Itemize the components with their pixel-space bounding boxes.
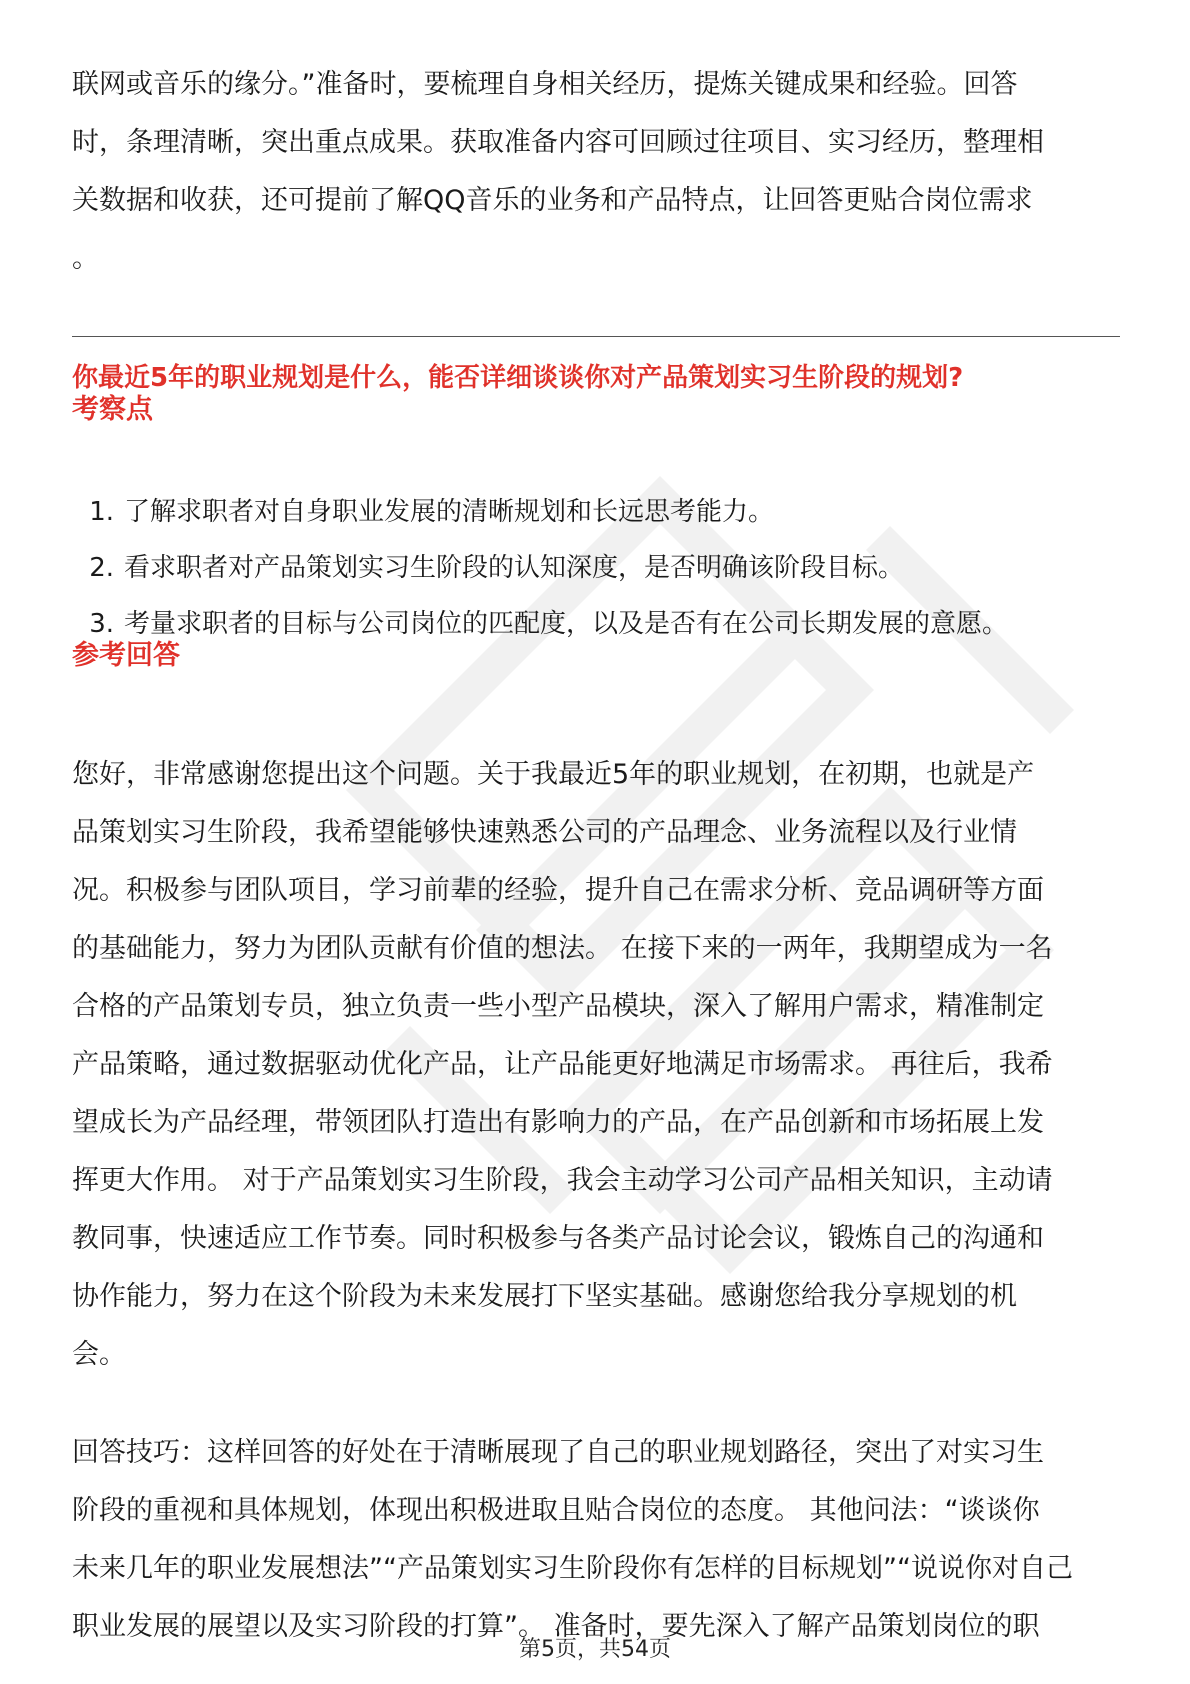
list-item-number: 3. — [89, 609, 114, 639]
assessment-title: 考察点 — [72, 394, 153, 425]
answer-line: 况。积极参与团队项目，学习前辈的经验，提升自己在需求分析、竞品调研等方面 — [72, 875, 1044, 906]
intro-line: 联网或音乐的缘分。”准备时，要梳理自身相关经历，提炼关键成果和经验。回答 — [72, 69, 1018, 100]
answer-line: 品策划实习生阶段，我希望能够快速熟悉公司的产品理念、业务流程以及行业情 — [72, 817, 1017, 848]
reference-title: 参考回答 — [72, 640, 180, 671]
answer-line: 望成长为产品经理，带领团队打造出有影响力的产品，在产品创新和市场拓展上发 — [72, 1107, 1044, 1138]
list-item-number: 1. — [89, 497, 114, 527]
answer-line: 协作能力，努力在这个阶段为未来发展打下坚实基础。感谢您给我分享规划的机 — [72, 1281, 1017, 1312]
list-item-text: 了解求职者对自身职业发展的清晰规划和长远思考能力。 — [124, 497, 775, 527]
section-divider — [72, 336, 1120, 337]
question-heading: 你最近5年的职业规划是什么，能否详细谈谈你对产品策划实习生阶段的规划? — [72, 363, 964, 393]
tips-line: 阶段的重视和具体规划，体现出积极进取且贴合岗位的态度。 其他问法：“谈谈你 — [72, 1495, 1040, 1526]
intro-line: 。 — [72, 243, 99, 274]
answer-line: 的基础能力，努力为团队贡献有价值的想法。 在接下来的一两年，我期望成为一名 — [72, 933, 1053, 964]
answer-tips — [72, 1424, 1120, 1656]
tips-line: 回答技巧：这样回答的好处在于清晰展现了自己的职业规划路径，突出了对实习生 — [72, 1437, 1044, 1468]
tips-line: 未来几年的职业发展想法”“产品策划实习生阶段你有怎样的目标规划”“说说你对自己 — [72, 1553, 1073, 1584]
answer-line: 教同事，快速适应工作节奏。同时积极参与各类产品讨论会议，锻炼自己的沟通和 — [72, 1223, 1044, 1254]
intro-line: 关数据和收获，还可提前了解QQ音乐的业务和产品特点，让回答更贴合岗位需求 — [72, 185, 1033, 216]
intro-line: 时，条理清晰，突出重点成果。获取准备内容可回顾过往项目、实习经历，整理相 — [72, 127, 1044, 158]
list-item-text: 看求职者对产品策划实习生阶段的认知深度，是否明确该阶段目标。 — [124, 553, 905, 583]
intro-section — [72, 56, 1120, 288]
reference-answer — [72, 746, 1120, 1384]
page-number: 第5页，共54页 — [519, 1637, 671, 1662]
list-item — [72, 540, 1120, 596]
answer-line: 产品策略，通过数据驱动优化产品，让产品能更好地满足市场需求。 再往后，我希 — [72, 1049, 1053, 1080]
list-item — [72, 484, 1120, 540]
answer-line: 您好，非常感谢您提出这个问题。关于我最近5年的职业规划，在初期，也就是产 — [72, 759, 1035, 790]
list-item-number: 2. — [89, 553, 114, 583]
tips-line: 职业发展的展望以及实习阶段的打算”。 准备时，要先深入了解产品策划岗位的职 — [72, 1611, 1040, 1642]
assessment-list — [72, 484, 1120, 652]
answer-line: 会。 — [72, 1339, 126, 1370]
answer-line: 合格的产品策划专员，独立负责一些小型产品模块，深入了解用户需求，精准制定 — [72, 991, 1044, 1022]
answer-line: 挥更大作用。 对于产品策划实习生阶段，我会主动学习公司产品相关知识，主动请 — [72, 1165, 1053, 1196]
list-item-text: 考量求职者的目标与公司岗位的匹配度，以及是否有在公司长期发展的意愿。 — [124, 609, 1009, 639]
list-item — [72, 596, 1120, 652]
